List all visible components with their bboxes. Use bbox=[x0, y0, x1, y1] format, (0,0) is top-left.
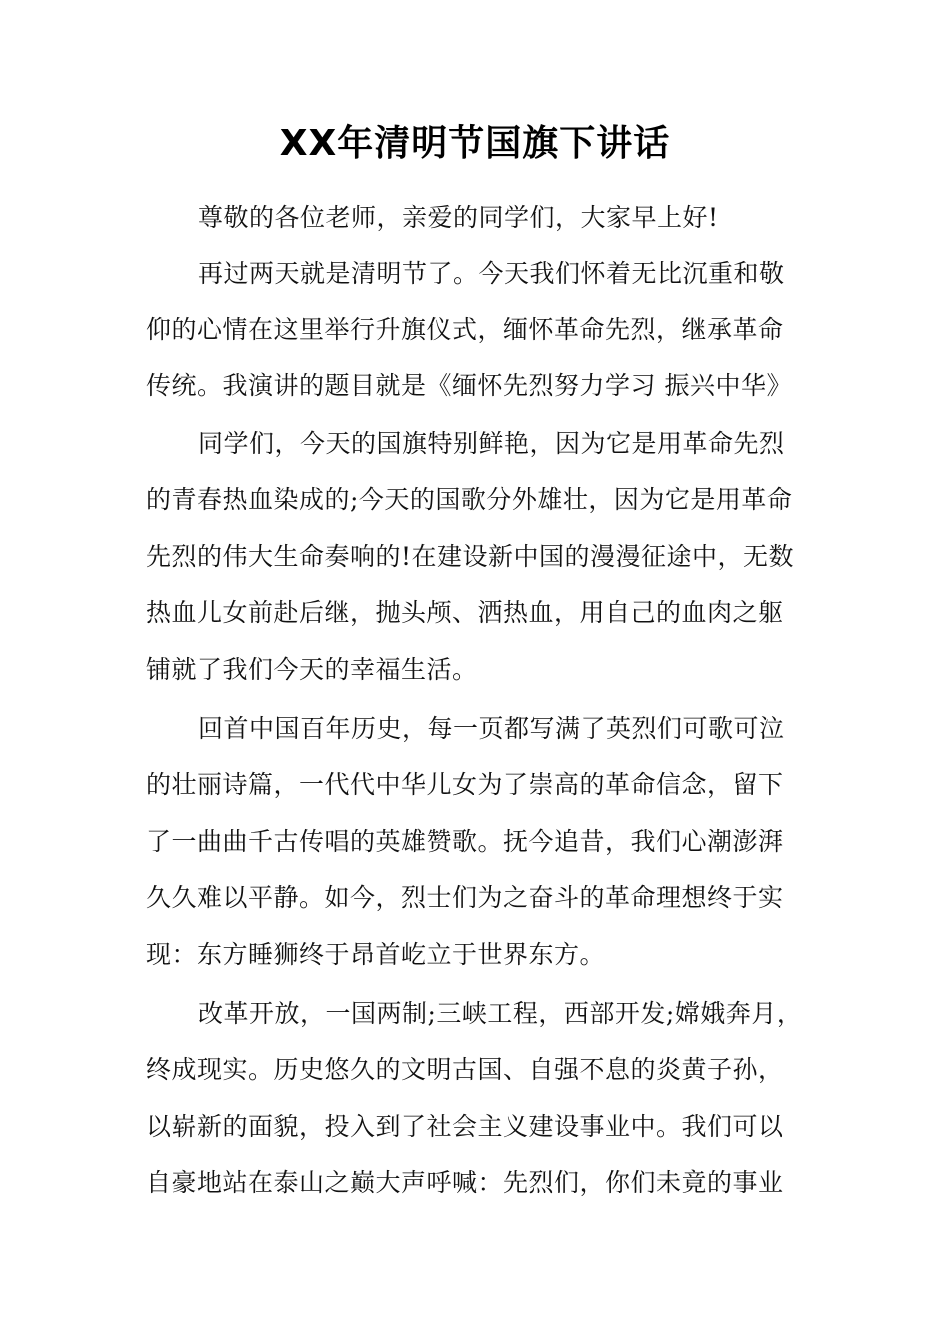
document-title: XX年清明节国旗下讲话 bbox=[279, 123, 671, 164]
paragraph-line: 的青春热血染成的;今天的国歌分外雄壮，因为它是用革命 bbox=[146, 485, 793, 514]
paragraph-line: 久久难以平静。如今，烈士们为之奋斗的革命理想终于实 bbox=[146, 883, 784, 912]
paragraph-line: 仰的心情在这里举行升旗仪式，缅怀革命先烈，继承革命 bbox=[146, 315, 784, 344]
paragraph-line: 回首中国百年历史，每一页都写满了英烈们可歌可泣 bbox=[198, 714, 785, 743]
paragraph-line: 终成现实。历史悠久的文明古国、自强不息的炎黄子孙， bbox=[146, 1055, 784, 1084]
paragraph-line: 先烈的伟大生命奏响的!在建设新中国的漫漫征途中，无数 bbox=[146, 542, 795, 571]
paragraph-line: 热血儿女前赴后继，抛头颅、洒热血，用自己的血肉之躯 bbox=[146, 598, 784, 627]
paragraph-line: 改革开放，一国两制;三峡工程，西部开发;嫦娥奔月， bbox=[198, 999, 803, 1028]
paragraph-line: 尊敬的各位老师，亲爱的同学们，大家早上好! bbox=[198, 203, 719, 232]
paragraph-line: 的壮丽诗篇，一代代中华儿女为了崇高的革命信念，留下 bbox=[146, 770, 784, 799]
paragraph-line: 现：东方睡狮终于昂首屹立于世界东方。 bbox=[146, 940, 606, 969]
paragraph-line: 自豪地站在泰山之巅大声呼喊：先烈们，你们未竟的事业 bbox=[146, 1168, 784, 1197]
paragraph-line: 以崭新的面貌，投入到了社会主义建设事业中。我们可以 bbox=[146, 1112, 784, 1141]
paragraph-line: 再过两天就是清明节了。今天我们怀着无比沉重和敬 bbox=[198, 259, 785, 288]
paragraph-line: 同学们，今天的国旗特别鲜艳，因为它是用革命先烈 bbox=[198, 429, 785, 458]
paragraph-line: 铺就了我们今天的幸福生活。 bbox=[146, 655, 478, 684]
paragraph-line: 传统。我演讲的题目就是《缅怀先烈努力学习 振兴中华》 bbox=[146, 371, 792, 400]
paragraph-line: 了一曲曲千古传唱的英雄赞歌。抚今追昔，我们心潮澎湃 bbox=[146, 827, 784, 856]
